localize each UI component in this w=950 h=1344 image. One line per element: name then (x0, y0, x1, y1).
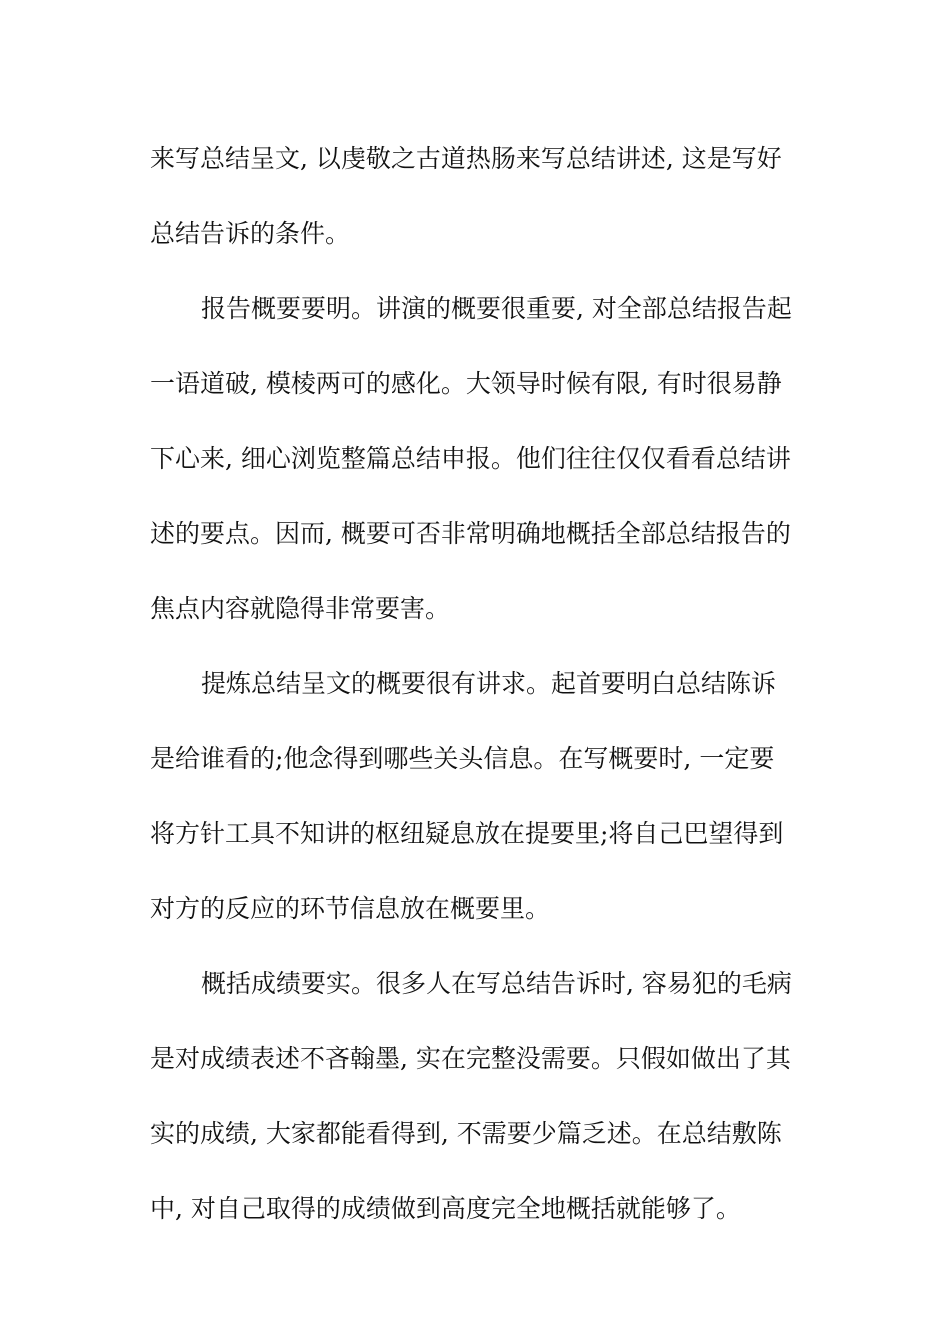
text-line: 中, 对自己取得的成绩做到高度完全地概括就能够了。 (150, 1194, 741, 1223)
text-line: 述的要点。因而, 概要可否非常明确地概括全部总结报告的 (150, 519, 791, 548)
text-line: 一语道破, 模棱两可的感化。大领导时候有限, 有时很易静 (150, 369, 782, 398)
text-line: 是对成绩表述不吝翰墨, 实在完整没需要。只假如做出了其 (150, 1044, 791, 1073)
paragraph-1 (150, 121, 802, 271)
text-line: 是给谁看的;他念得到哪些关头信息。在写概要时, 一定要 (150, 744, 775, 773)
text-line: 总结告诉的条件。 (150, 219, 351, 248)
text-line: 对方的反应的环节信息放在概要里。 (150, 894, 551, 923)
text-line: 来写总结呈文, 以虔敬之古道热肠来写总结讲述, 这是写好 (150, 144, 782, 173)
text-line: 提炼总结呈文的概要很有讲求。起首要明白总结陈诉 (201, 669, 777, 698)
text-line: 概括成绩要实。很多人在写总结告诉时, 容易犯的毛病 (201, 969, 792, 998)
text-line: 焦点内容就隐得非常要害。 (150, 594, 451, 623)
text-line: 将方针工具不知讲的枢纽疑息放在提要里;将自己巴望得到 (150, 819, 784, 848)
text-line: 报告概要要明。讲演的概要很重要, 对全部总结报告起 (201, 294, 792, 323)
paragraph-3 (150, 646, 802, 946)
paragraph-2 (150, 271, 802, 646)
document-body (150, 121, 802, 1246)
paragraph-4 (150, 946, 802, 1246)
text-line: 实的成绩, 大家都能看得到, 不需要少篇乏述。在总结敷陈 (150, 1119, 782, 1148)
text-line: 下心来, 细心浏览整篇总结申报。他们往往仅仅看看总结讲 (150, 444, 791, 473)
